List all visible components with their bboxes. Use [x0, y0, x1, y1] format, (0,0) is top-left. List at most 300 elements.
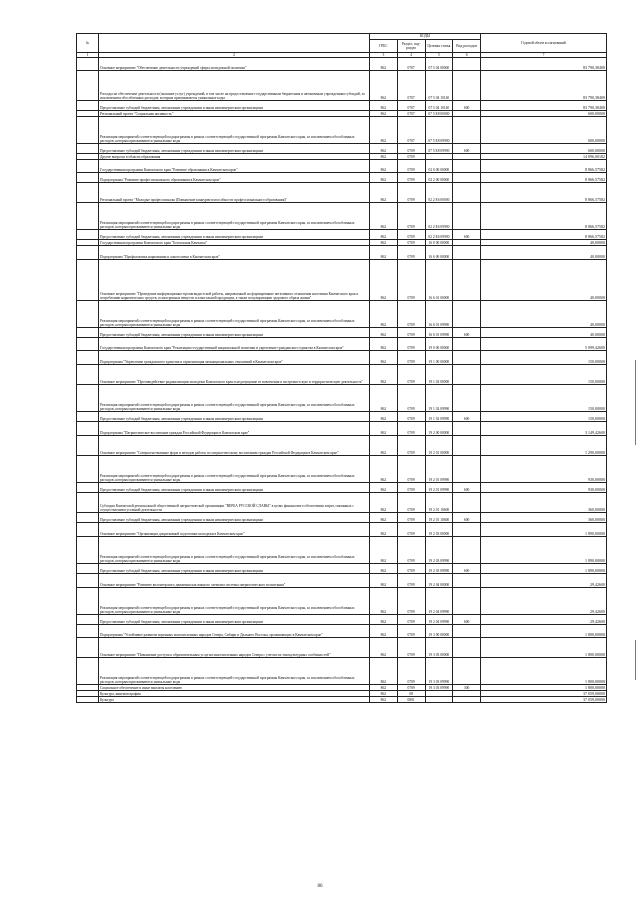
table-row [77, 351, 607, 365]
row-grbs: 862 [370, 412, 398, 422]
scan-edge-mark [635, 360, 636, 445]
table-row [77, 615, 607, 625]
row-num [77, 260, 99, 301]
row-grbs: 862 [370, 537, 398, 564]
row-cs: 07 5 E8 09990 [425, 117, 453, 144]
row-vr: 300 [453, 685, 481, 691]
row-name: Региональный проект "Молодые профессионалы (Повышение конкурентоспособности профессионального образования)" [99, 183, 370, 203]
table-row [77, 246, 607, 260]
row-sum: 150,00000 [481, 351, 607, 365]
table-row [77, 365, 607, 385]
table-row [77, 564, 607, 574]
row-rzpr: 0709 [397, 658, 425, 685]
table-row [77, 493, 607, 513]
row-num [77, 436, 99, 456]
row-rzpr: 0709 [397, 564, 425, 574]
row-grbs: 862 [370, 301, 398, 328]
column-number: 1 [77, 53, 99, 58]
row-num [77, 365, 99, 385]
header-cs: Целевая статья [425, 40, 453, 53]
row-name: Субсидия Камчатской региональной общественной патриотической организации "ВЕРБА РУССКОЙ СЛАВЫ" в целях финансового обеспечения затрат, связанных с осуществлением уставной деятельности [99, 493, 370, 513]
row-num [77, 328, 99, 338]
row-num [77, 588, 99, 615]
row-name: Предоставление субсидий бюджетным, автономным учреждениям и иным некоммерческим организациям [99, 513, 370, 523]
row-num [77, 412, 99, 422]
row-vr [453, 203, 481, 230]
row-name: Подпрограмма "Патриотическое воспитание граждан Российской Федерации в Камчатском крае" [99, 422, 370, 436]
table-row [77, 385, 607, 412]
header-grbs: ГРБС [370, 40, 398, 53]
row-rzpr: 0709 [397, 638, 425, 658]
row-grbs: 862 [370, 101, 398, 111]
row-num [77, 574, 99, 588]
row-cs: 19 3 03 00000 [425, 638, 453, 658]
table-row [77, 183, 607, 203]
table-row [77, 101, 607, 111]
row-rzpr: 0709 [397, 260, 425, 301]
table-row [77, 574, 607, 588]
row-rzpr: 0707 [397, 117, 425, 144]
row-rzpr: 0709 [397, 351, 425, 365]
row-cs: 19 2 03 09990 [425, 537, 453, 564]
row-num [77, 160, 99, 173]
row-sum: 8 866,57582 [481, 203, 607, 230]
row-name: Предоставление субсидий бюджетным, автономным учреждениям и иным некоммерческим организациям [99, 564, 370, 574]
column-number: 2 [99, 53, 370, 58]
table-row [77, 338, 607, 351]
row-vr [453, 422, 481, 436]
row-vr [453, 537, 481, 564]
row-num [77, 351, 99, 365]
row-name: Подпрограмма "Развитие профессионального образования в Камчатском крае" [99, 173, 370, 183]
table-row [77, 523, 607, 537]
row-grbs: 862 [370, 71, 398, 101]
header-num: № [77, 34, 99, 53]
row-name: Предоставление субсидий бюджетным, автономным учреждениям и иным некоммерческим организациям [99, 144, 370, 154]
row-name: Культура [99, 697, 370, 703]
row-rzpr: 0709 [397, 338, 425, 351]
row-sum: 1 800,00000 [481, 625, 607, 638]
row-num [77, 422, 99, 436]
row-cs: 19 2 04 00000 [425, 574, 453, 588]
column-number: 3 [370, 53, 398, 58]
row-grbs: 862 [370, 260, 398, 301]
row-name: Реализация мероприятий соответствующей подпрограммы в рамках соответствующей государственной программы Камчатского края, за исключением обособленных расходов, которым присваиваются уникальные коды [99, 203, 370, 230]
row-rzpr: 0709 [397, 240, 425, 246]
row-grbs: 862 [370, 625, 398, 638]
row-grbs: 862 [370, 456, 398, 483]
row-sum: 40,00000 [481, 328, 607, 338]
row-rzpr: 0709 [397, 328, 425, 338]
row-vr [453, 574, 481, 588]
row-vr [453, 117, 481, 144]
row-name: Государственная программа Камчатского края "Развитие образования в Камчатском крае" [99, 160, 370, 173]
row-vr [453, 365, 481, 385]
table-row [77, 173, 607, 183]
row-num [77, 183, 99, 203]
row-grbs: 862 [370, 338, 398, 351]
row-sum: 5 099,42600 [481, 338, 607, 351]
row-name: Основное мероприятие "Организация допризывной подготовки молодежи в Камчатском крае" [99, 523, 370, 537]
row-num [77, 173, 99, 183]
row-cs: 19 2 03 00000 [425, 523, 453, 537]
table-row [77, 412, 607, 422]
row-cs [425, 697, 453, 703]
row-rzpr: 0709 [397, 301, 425, 328]
row-cs: 19 2 01 10600 [425, 493, 453, 513]
row-vr [453, 246, 481, 260]
row-num [77, 338, 99, 351]
row-vr [453, 523, 481, 537]
row-grbs: 862 [370, 422, 398, 436]
row-grbs: 862 [370, 615, 398, 625]
table-body [77, 58, 607, 703]
table-row [77, 160, 607, 173]
row-sum: 40,00000 [481, 246, 607, 260]
row-name: Основное мероприятие "Совершенствование форм и методов работы по патриотическому воспитанию граждан Российской Федерации в Камчатском крае" [99, 436, 370, 456]
row-name: Культура, кинематография [99, 691, 370, 697]
row-sum: 8 866,57582 [481, 183, 607, 203]
row-sum: 930,00000 [481, 483, 607, 493]
row-cs: 19 1 00 00000 [425, 351, 453, 365]
row-cs: 19 2 01 10600 [425, 513, 453, 523]
row-name: Реализация мероприятий соответствующей подпрограммы в рамках соответствующей государственной программы Камчатского края, за исключением обособленных расходов, которым присваиваются уникальные коды [99, 456, 370, 483]
row-sum: 600,00000 [481, 144, 607, 154]
row-rzpr: 0709 [397, 685, 425, 691]
row-sum: 1 800,00000 [481, 685, 607, 691]
row-vr [453, 638, 481, 658]
row-grbs: 862 [370, 365, 398, 385]
row-rzpr: 0709 [397, 154, 425, 160]
row-rzpr: 0709 [397, 574, 425, 588]
row-sum: 3 149,42600 [481, 422, 607, 436]
row-sum: 150,00000 [481, 365, 607, 385]
row-name: Предоставление субсидий бюджетным, автономным учреждениям и иным некоммерческим организациям [99, 230, 370, 240]
row-grbs: 862 [370, 328, 398, 338]
row-sum: 40,00000 [481, 240, 607, 246]
row-cs: 19 2 00 00000 [425, 422, 453, 436]
row-cs: 19 3 00 00000 [425, 625, 453, 638]
header-codes: КОДЫ [370, 34, 481, 40]
row-grbs: 862 [370, 685, 398, 691]
row-cs: 19 3 03 09990 [425, 658, 453, 685]
row-sum: 600,00000 [481, 111, 607, 117]
row-sum: 83 790,38400 [481, 71, 607, 101]
row-sum: 1 800,00000 [481, 638, 607, 658]
row-vr [453, 71, 481, 101]
row-rzpr: 0709 [397, 493, 425, 513]
row-sum: 29,42600 [481, 615, 607, 625]
row-name: Предоставление субсидий бюджетным, автономным учреждениям и иным некоммерческим организациям [99, 412, 370, 422]
row-sum: 29,42600 [481, 574, 607, 588]
row-sum: 40,00000 [481, 301, 607, 328]
row-name: Предоставление субсидий бюджетным, автономным учреждениям и иным некоммерческим организациям [99, 101, 370, 111]
row-cs: 02 2 E6 09990 [425, 203, 453, 230]
row-grbs: 862 [370, 385, 398, 412]
row-sum: 83 790,38400 [481, 58, 607, 71]
row-vr: 600 [453, 144, 481, 154]
row-rzpr: 0709 [397, 230, 425, 240]
table-row [77, 58, 607, 71]
row-vr [453, 301, 481, 328]
row-rzpr: 0709 [397, 246, 425, 260]
row-vr: 600 [453, 513, 481, 523]
row-grbs: 862 [370, 160, 398, 173]
column-number: 6 [453, 53, 481, 58]
row-name: Предоставление субсидий бюджетным, автономным учреждениям и иным некоммерческим организациям [99, 483, 370, 493]
row-cs: 19 1 02 00000 [425, 365, 453, 385]
row-rzpr: 0709 [397, 422, 425, 436]
row-sum: 14 096,00182 [481, 154, 607, 160]
row-sum: 40,00000 [481, 260, 607, 301]
row-cs: 19 1 02 09990 [425, 412, 453, 422]
scan-edge-mark [635, 640, 636, 680]
table-row [77, 697, 607, 703]
table-row [77, 203, 607, 230]
row-grbs: 862 [370, 588, 398, 615]
table-row [77, 483, 607, 493]
row-sum: 8 866,57582 [481, 160, 607, 173]
column-number: 7 [481, 53, 607, 58]
row-vr [453, 160, 481, 173]
table-row [77, 513, 607, 523]
row-sum: 1 290,00000 [481, 436, 607, 456]
row-rzpr: 0709 [397, 160, 425, 173]
row-rzpr: 0709 [397, 523, 425, 537]
row-cs: 19 2 01 00000 [425, 436, 453, 456]
row-sum: 600,00000 [481, 117, 607, 144]
row-grbs: 862 [370, 173, 398, 183]
row-rzpr: 0709 [397, 537, 425, 564]
row-cs: 19 3 03 09990 [425, 685, 453, 691]
row-vr: 600 [453, 230, 481, 240]
table-row [77, 117, 607, 144]
row-sum: 37 059,00000 [481, 691, 607, 697]
header-sum: Годовой объем ассигнований [481, 34, 607, 53]
row-name: Реализация мероприятий соответствующей подпрограммы в рамках соответствующей государственной программы Камчатского края, за исключением обособленных расходов, которым присваиваются уникальные коды [99, 385, 370, 412]
row-vr: 600 [453, 564, 481, 574]
row-cs: 02 2 E6 09990 [425, 230, 453, 240]
row-rzpr: 0709 [397, 615, 425, 625]
table-row [77, 456, 607, 483]
column-number: 5 [425, 53, 453, 58]
row-grbs: 862 [370, 564, 398, 574]
row-sum: 150,00000 [481, 385, 607, 412]
header-vr: Вид расходов [453, 40, 481, 53]
row-grbs: 862 [370, 436, 398, 456]
row-vr [453, 625, 481, 638]
row-cs: 07 5 04 10140 [425, 71, 453, 101]
row-cs: 19 2 03 09990 [425, 564, 453, 574]
row-rzpr: 0707 [397, 111, 425, 117]
table-row [77, 301, 607, 328]
row-name: Основное мероприятие "Обеспечение деятельности учреждений сферы молодежной политики" [99, 58, 370, 71]
row-vr [453, 385, 481, 412]
row-rzpr: 08 [397, 691, 425, 697]
table-row [77, 537, 607, 564]
row-num [77, 697, 99, 703]
row-rzpr: 0709 [397, 483, 425, 493]
row-name: Государственная программа Камчатского края "Реализация государственной национальной политики и укрепление гражданского единства в Камчатском крае" [99, 338, 370, 351]
row-grbs: 862 [370, 691, 398, 697]
row-cs: 16 6 01 09990 [425, 328, 453, 338]
row-name: Реализация мероприятий соответствующей подпрограммы в рамках соответствующей государственной программы Камчатского края, за исключением обособленных расходов, которым присваиваются уникальные коды [99, 537, 370, 564]
row-vr: 600 [453, 615, 481, 625]
row-sum: 8 866,57582 [481, 230, 607, 240]
row-cs: 07 5 E8 00000 [425, 111, 453, 117]
row-vr: 600 [453, 101, 481, 111]
row-sum: 360,00000 [481, 513, 607, 523]
row-grbs: 862 [370, 658, 398, 685]
row-cs: 07 5 04 10140 [425, 101, 453, 111]
table-row [77, 328, 607, 338]
table-row [77, 588, 607, 615]
row-num [77, 658, 99, 685]
row-rzpr: 0709 [397, 173, 425, 183]
row-num [77, 230, 99, 240]
column-number: 4 [397, 53, 425, 58]
row-vr: 600 [453, 412, 481, 422]
row-name: Реализация мероприятий соответствующей подпрограммы в рамках соответствующей государственной программы Камчатского края, за исключением обособленных расходов, которым присваиваются уникальные коды [99, 658, 370, 685]
row-cs: 19 2 04 09990 [425, 615, 453, 625]
row-num [77, 513, 99, 523]
row-name: Другие вопросы в области образования [99, 154, 370, 160]
row-vr [453, 58, 481, 71]
row-name: Государственная программа Камчатского края "Безопасная Камчатка" [99, 240, 370, 246]
row-num [77, 301, 99, 328]
row-num [77, 564, 99, 574]
row-num [77, 246, 99, 260]
row-vr [453, 436, 481, 456]
row-cs: 07 5 04 00000 [425, 58, 453, 71]
row-grbs: 862 [370, 230, 398, 240]
row-cs: 19 1 02 09990 [425, 385, 453, 412]
header-name [99, 34, 370, 53]
row-cs: 16 0 00 00000 [425, 240, 453, 246]
table-row [77, 436, 607, 456]
row-grbs: 862 [370, 183, 398, 203]
budget-table [76, 33, 607, 703]
row-name: Основное мероприятие "Противодействие радикализации молодежи Камчатского края и недопущение ее вовлечения в экстремистскую и террористическую деятельность" [99, 365, 370, 385]
row-sum: 1 890,00000 [481, 564, 607, 574]
row-vr [453, 697, 481, 703]
row-num [77, 385, 99, 412]
row-grbs: 862 [370, 111, 398, 117]
row-name: Основное мероприятие "Проведение информационно-пропагандистской работы, направленной на формирование негативного отношения населения Камчатского края к потреблению наркотических средств, психотропных веществ и алкогольной продукции, а также популяризацию здорового образа жизни" [99, 260, 370, 301]
row-rzpr: 0709 [397, 588, 425, 615]
row-grbs: 862 [370, 493, 398, 513]
row-cs: 16 6 01 00000 [425, 260, 453, 301]
row-rzpr: 0709 [397, 625, 425, 638]
row-cs: 02 2 E6 00000 [425, 183, 453, 203]
table-row [77, 625, 607, 638]
row-grbs: 862 [370, 144, 398, 154]
row-grbs: 862 [370, 203, 398, 230]
row-sum: 37 059,00000 [481, 697, 607, 703]
row-name: Социальное обеспечение и иные выплаты населению [99, 685, 370, 691]
row-name: Реализация мероприятий соответствующей подпрограммы в рамках соответствующей государственной программы Камчатского края, за исключением обособленных расходов, которым присваиваются уникальные коды [99, 301, 370, 328]
row-grbs: 862 [370, 574, 398, 588]
table-row [77, 638, 607, 658]
row-num [77, 625, 99, 638]
row-cs: 19 2 01 09990 [425, 483, 453, 493]
row-name: Подпрограмма "Устойчивое развитие коренных малочисленных народов Севера, Сибири и Дальнего Востока, проживающих в Камчатском крае" [99, 625, 370, 638]
row-rzpr: 0801 [397, 697, 425, 703]
row-grbs: 862 [370, 117, 398, 144]
row-num [77, 615, 99, 625]
row-rzpr: 0709 [397, 144, 425, 154]
row-grbs: 862 [370, 523, 398, 537]
table-row [77, 230, 607, 240]
row-num [77, 638, 99, 658]
row-cs: 16 6 01 09990 [425, 301, 453, 328]
row-name: Основное мероприятие "Развитие волонтерского движения как важного элемента системы патриотического воспитания" [99, 574, 370, 588]
row-name: Расходы на обеспечение деятельности (оказание услуг) учреждений, в том числе на предоставление государственным бюджетным и автономным учреждениям субсидий, за исключением обособленных расходов, которым присваиваются уникальные коды [99, 71, 370, 101]
row-grbs: 862 [370, 351, 398, 365]
row-grbs: 862 [370, 697, 398, 703]
row-rzpr: 0709 [397, 412, 425, 422]
row-rzpr: 0707 [397, 101, 425, 111]
row-sum: 1 890,00000 [481, 537, 607, 564]
row-cs: 02 2 00 00000 [425, 173, 453, 183]
row-sum: 29,42600 [481, 588, 607, 615]
table-row [77, 422, 607, 436]
row-num [77, 523, 99, 537]
row-num [77, 493, 99, 513]
row-grbs: 862 [370, 483, 398, 493]
header-rzpr: Раздел, под-раздел [397, 40, 425, 53]
row-rzpr: 0709 [397, 436, 425, 456]
row-sum: 83 790,38400 [481, 101, 607, 111]
row-num [77, 71, 99, 101]
row-name: Реализация мероприятий соответствующей подпрограммы в рамках соответствующей государственной программы Камчатского края, за исключением обособленных расходов, которым присваиваются уникальные коды [99, 117, 370, 144]
row-rzpr: 0709 [397, 456, 425, 483]
row-cs: 19 0 00 00000 [425, 338, 453, 351]
row-cs: 19 2 04 09990 [425, 588, 453, 615]
row-rzpr: 0709 [397, 385, 425, 412]
row-vr [453, 173, 481, 183]
row-grbs: 862 [370, 638, 398, 658]
row-vr [453, 183, 481, 203]
row-num [77, 58, 99, 71]
table-header [77, 34, 607, 58]
row-vr [453, 493, 481, 513]
row-vr: 600 [453, 483, 481, 493]
row-vr [453, 351, 481, 365]
row-num [77, 456, 99, 483]
row-name: Предоставление субсидий бюджетным, автономным учреждениям и иным некоммерческим организациям [99, 615, 370, 625]
row-name: Основное мероприятие "Повышение доступа к образовательным услугам малочисленных народов Севера с учетом их этнокультурных особенностей" [99, 638, 370, 658]
row-grbs: 862 [370, 246, 398, 260]
row-num [77, 537, 99, 564]
row-vr [453, 456, 481, 483]
row-sum: 8 866,57582 [481, 173, 607, 183]
row-rzpr: 0709 [397, 513, 425, 523]
row-num [77, 117, 99, 144]
row-vr [453, 658, 481, 685]
row-grbs: 862 [370, 513, 398, 523]
row-vr [453, 588, 481, 615]
row-grbs: 862 [370, 154, 398, 160]
row-num [77, 203, 99, 230]
row-vr [453, 338, 481, 351]
row-rzpr: 0709 [397, 365, 425, 385]
row-grbs: 862 [370, 58, 398, 71]
row-name: Подпрограмма "Укрепление гражданского единства и гармонизация межнациональных отношений в Камчатском крае" [99, 351, 370, 365]
row-name: Предоставление субсидий бюджетным, автономным учреждениям и иным некоммерческим организациям [99, 328, 370, 338]
row-cs: 07 5 E8 09990 [425, 144, 453, 154]
row-sum: 150,00000 [481, 412, 607, 422]
